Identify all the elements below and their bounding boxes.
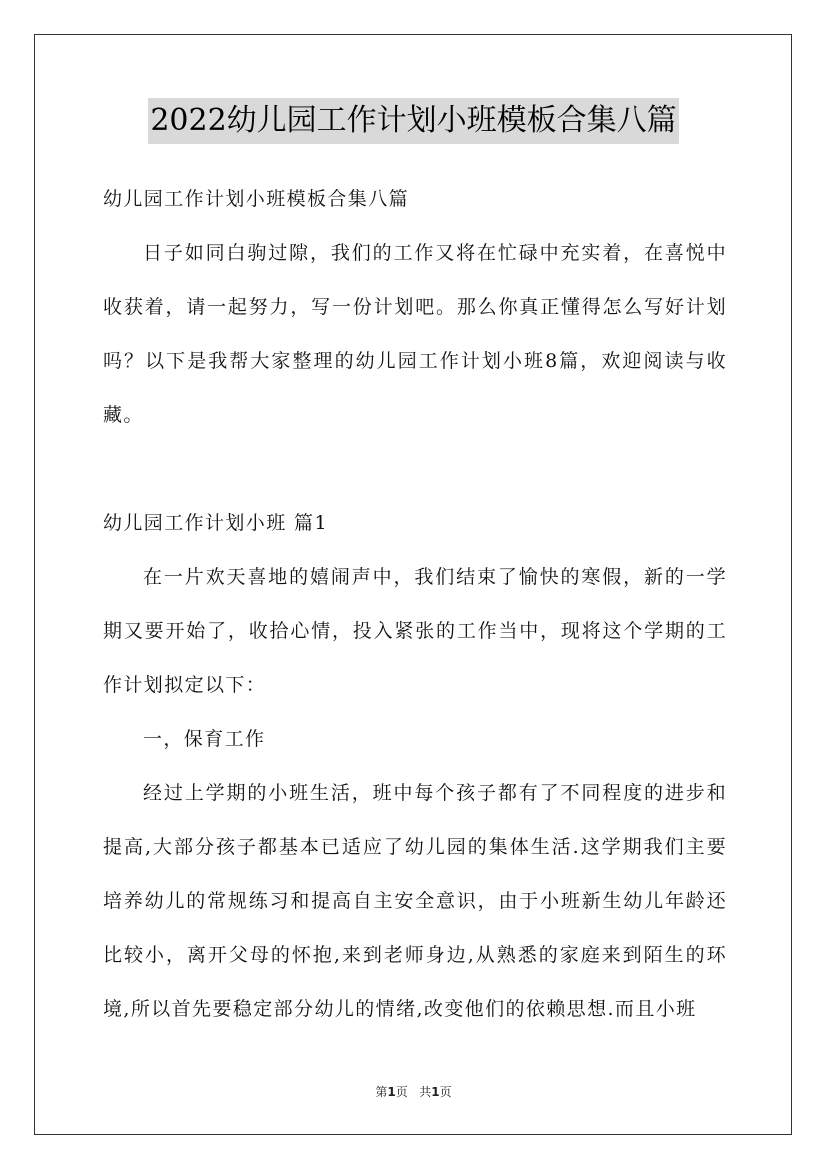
document-body: [103, 172, 727, 1036]
page-number-suffix: 页: [395, 1085, 408, 1099]
section-heading: 幼儿园工作计划小班 篇1: [103, 512, 328, 534]
intro-paragraph: 日子如同白驹过隙，我们的工作又将在忙碌中充实着，在喜悦中收获着，请一起努力，写一份计划吧。那么你真正懂得怎么写好计划吗？以下是我帮大家整理的幼儿园工作计划小班8篇，欢迎阅读与收藏。: [103, 242, 727, 426]
page-number: 1: [387, 1085, 396, 1099]
paragraph-gap: [103, 442, 727, 496]
page-number-prefix: 第: [375, 1085, 388, 1099]
total-pages-prefix: 共: [419, 1085, 432, 1099]
total-pages: 1: [431, 1085, 440, 1099]
page-footer: [0, 1083, 827, 1100]
subsection-heading: 一，保育工作: [143, 728, 266, 750]
body-paragraph: 经过上学期的小班生活，班中每个孩子都有了不同程度的进步和提高,大部分孩子都基本已适应了幼儿园的集体生活.这学期我们主要培养幼儿的常规练习和提高自主安全意识，由于小班新生幼儿年龄还比较小，离开父母的怀抱,来到老师身边,从熟悉的家庭来到陌生的环境,所以首先要稳定部分幼儿的情绪,改变他们的依赖思想.而且小班: [103, 782, 727, 1020]
total-pages-suffix: 页: [439, 1085, 452, 1099]
document-title: 2022幼儿园工作计划小班模板合集八篇: [148, 98, 678, 144]
body-paragraph: 在一片欢天喜地的嬉闹声中，我们结束了愉快的寒假，新的一学期又要开始了，收拾心情，投入紧张的工作当中，现将这个学期的工作计划拟定以下：: [103, 566, 727, 696]
subtitle-line: 幼儿园工作计划小班模板合集八篇: [103, 188, 410, 210]
title-container: [0, 98, 827, 144]
